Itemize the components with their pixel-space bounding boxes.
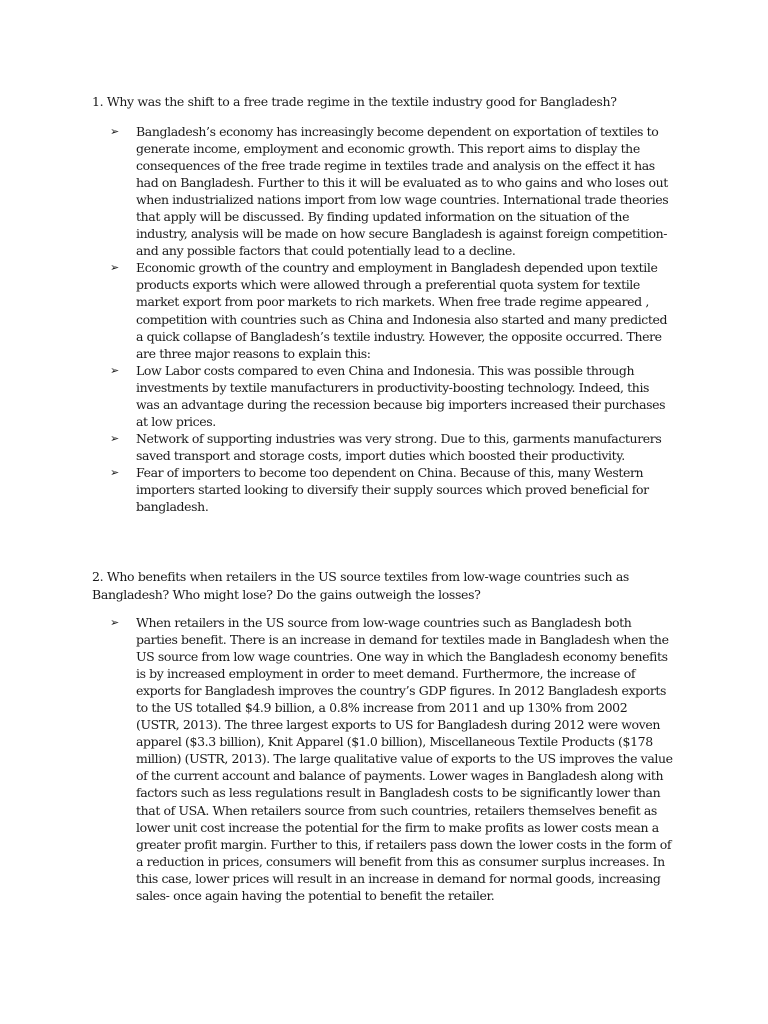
list-item-text: Bangladesh’s economy has increasingly become dependent on exportation of textiles to generate income, employment and economic growth. This report aims to display the consequences of the free trade regime in textiles trade and analysis on the effect it has had on Bangladesh. Further to this it will be evaluated as to who gains and who loses out when industrialized nations import from low wage countries. International trade theories that apply will be discussed. By finding updated information on the situation of the industry, analysis will be made on how secure Bangladesh is against foreign competition- and any possible factors that could potentially lead to a decline.: [136, 124, 669, 259]
arrow-bullet-icon: ➢: [110, 616, 120, 629]
question-2-answer-list: [108, 614, 673, 904]
arrow-bullet-icon: ➢: [110, 465, 120, 479]
list-item: [108, 430, 673, 464]
arrow-bullet-icon: ➢: [110, 363, 120, 377]
list-item-text: Low Labor costs compared to even China and Indonesia. This was possible through investments by textile manufacturers in productivity-boosting technology. Indeed, this was an advantage during the recession because big importers increased their purchases at low prices.: [136, 362, 666, 429]
question-1: 1. Why was the shift to a free trade regime in the textile industry good for Bangladesh?: [92, 94, 617, 109]
list-item: [108, 259, 673, 361]
question-2: 2. Who benefits when retailers in the US source textiles from low-wage countries such as Bangladesh? Who might lose? Do the gains outweigh the losses?: [92, 569, 629, 602]
arrow-bullet-icon: ➢: [110, 125, 120, 138]
list-item-text: Network of supporting industries was very strong. Due to this, garments manufacturers saved transport and storage costs, import duties which boosted their productivity.: [136, 430, 662, 463]
list-item: [108, 614, 673, 904]
list-item: [108, 123, 673, 259]
list-item: [108, 464, 673, 515]
question-1-answer-list: [108, 123, 673, 515]
arrow-bullet-icon: ➢: [110, 431, 120, 445]
arrow-bullet-icon: ➢: [110, 261, 120, 275]
list-item: [108, 362, 673, 430]
list-item-text: When retailers in the US source from low-wage countries such as Bangladesh both parties benefit. There is an increase in demand for textiles made in Bangladesh when the US source from low wage countries. One way in which the Bangladesh economy benefits is by increased employment in order to meet demand. Furthermore, the increase of exports for Bangladesh improves the country’s GDP figures. In 2012 Bangladesh exports to the US totalled $4.9 billion, a 0.8% increase from 2011 and up 130% from 2002 (USTR, 2013). The three largest exports to US for Bangladesh during 2012 were woven apparel ($3.3 billion), Knit Apparel ($1.0 billion), Miscellaneous Textile Products ($178 million) (USTR, 2013). The large qualitative value of exports to the US improves the value of the current account and balance of payments. Lower wages in Bangladesh along with factors such as less regulations result in Bangladesh costs to be significantly lower than that of USA. When retailers source from such countries, retailers themselves benefit as lower unit cost increase the potential for the firm to make profits as lower costs mean a greater profit margin. Further to this, if retailers pass down the lower costs in the form of a reduction in prices, consumers will benefit from this as consumer surplus increases. In this case, lower prices will result in an increase in demand for normal goods, increasing sales- once again having the potential to benefit the retailer.: [136, 615, 673, 903]
list-item-text: Fear of importers to become too dependent on China. Because of this, many Western importers started looking to diversify their supply sources which proved beneficial for bangladesh.: [136, 464, 649, 515]
list-item-text: Economic growth of the country and employment in Bangladesh depended upon textile products exports which were allowed through a preferential quota system for textile market export from poor markets to rich markets. When free trade regime appeared , competition with countries such as China and Indonesia also started and many predicted a quick collapse of Bangladesh’s textile industry. However, the opposite occurred. There are three major reasons to explain this:: [136, 260, 668, 361]
